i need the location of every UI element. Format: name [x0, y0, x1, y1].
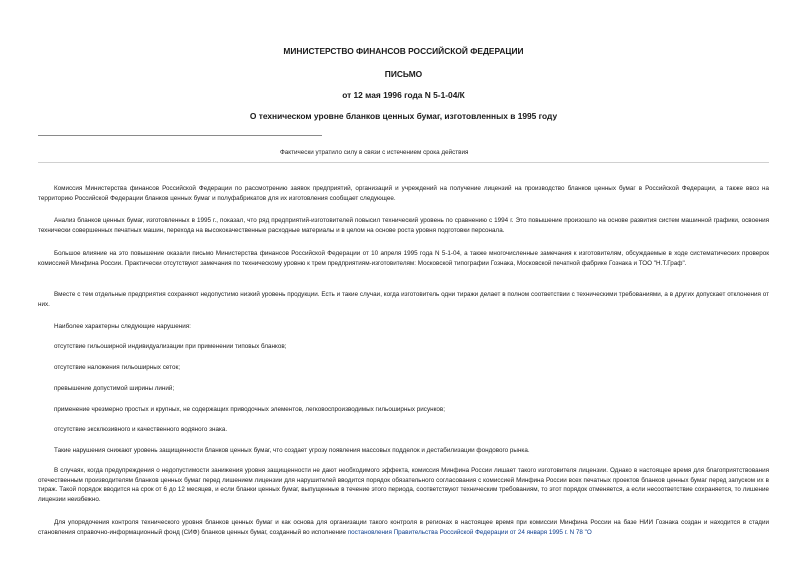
violation-item: отсутствие наложения гильоширных сеток; — [54, 364, 180, 371]
violation-item: применение чрезмерно простых и крупных, не содержащих приводочных элементов, легковоспроизводимых гильоширных рисунков; — [54, 406, 446, 413]
status-note: Фактически утратило силу в связи с истечением срока действия — [280, 149, 469, 156]
violation-item: отсутствие эксклюзивного и качественного водяного знака. — [54, 426, 228, 433]
document-type: ПИСЬМО — [384, 69, 423, 79]
paragraph-2: Анализ бланков ценных бумаг, изготовленных в 1995 г., показал, что ряд предприятий-изготовителей повысил технический уровень по сравнению с 1994 г. Это повышение произошло на основе развития систем машинной графики, освоения технически совершенных печатных машин, перехода на высококачественные расходные материалы и в целом на основе роста уровня подготовки персонала. — [38, 217, 769, 234]
paragraph-licensing: В случаях, когда предупреждения о недопустимости занижения уровня защищенности не дают необходимого эффекта, комиссия Минфина России лишает такого изготовителя лицензии. Однако в настоящее время для благоприятствования отечественным производителям бланков ценных бумаг перед лишением лицензии для нарушителей вводится порядок обязательного согласования с комиссией Минфина России всех печатных проектов бланков ценных бумаг перед запуском их в тираж. Такой порядок вводится на срок от 6 до 12 месяцев, и если бланки ценных бумаг, выпущенные в течение этого периода, соответствуют техническим требованиям, то этот порядок отменяется, а если несоответствие сохраняется, то лишение лицензии неизбежно. — [38, 467, 769, 503]
ministry-heading: МИНИСТЕРСТВО ФИНАНСОВ РОССИЙСКОЙ ФЕДЕРАЦИИ — [283, 46, 524, 56]
document-subject: О техническом уровне бланков ценных бумаг, изготовленных в 1995 году — [249, 111, 558, 121]
paragraph-3: Большое влияние на это повышение оказали письмо Министерства финансов Российской Федерации от 10 апреля 1995 года N 5-1-04, а также многочисленные замечания к изготовителям, обсуждаемые в ходе систематических проверок комиссией Минфина России. Практически отсутствуют замечания по техническому уровню к трем предприятиям-изготовителям: Московской типографии Гознака, Московской печатной фабрике Гознака и ТОО "Н.Т.Граф". — [38, 250, 769, 267]
header-divider — [38, 135, 322, 136]
violations-intro: Наиболее характерны следующие нарушения: — [54, 323, 191, 330]
paragraph-1: Комиссия Министерства финансов Российской Федерации по рассмотрению заявок предприятий, организаций и учреждений на получение лицензий на производство бланков ценных бумаг в Российской Федерации, а также ввоз на территорию Российской Федерации бланков ценных бумаг и полуфабрикатов для их изготовления сообщает следующее. — [38, 185, 769, 202]
paragraph-sif-text: Для упорядочения контроля технического уровня бланков ценных бумаг и как основа для организации такого контроля в регионах в настоящее время при комиссии Минфина России на базе НИИ Гознака создан и находится в стадии становления справочно-информационный фонд (СИФ) бланков ценных бумаг, созданный во исполнение — [38, 519, 769, 536]
government-decree-link[interactable]: постановления Правительства Российской Федерации от 24 января 1995 г. N 78 "О — [347, 528, 592, 536]
violation-item: отсутствие гильоширной индивидуализации при применении типовых бланков; — [54, 343, 287, 350]
date-number: от 12 мая 1996 года N 5-1-04/К — [342, 90, 465, 100]
status-divider — [38, 162, 769, 163]
paragraph-sif — [38, 518, 769, 537]
paragraph-4: Вместе с тем отдельные предприятия сохраняют недопустимо низкий уровень продукции. Есть и такие случаи, когда изготовитель одни тиражи делает в полном соответствии с техническими требованиями, а в других допускает отклонения от них. — [38, 291, 769, 308]
violation-item: превышение допустимой ширины линий; — [54, 385, 175, 392]
paragraph-consequences: Такие нарушения снижают уровень защищенности бланков ценных бумаг, что создает угрозу появления массовых подделок и дестабилизации фондового рынка. — [54, 447, 530, 454]
